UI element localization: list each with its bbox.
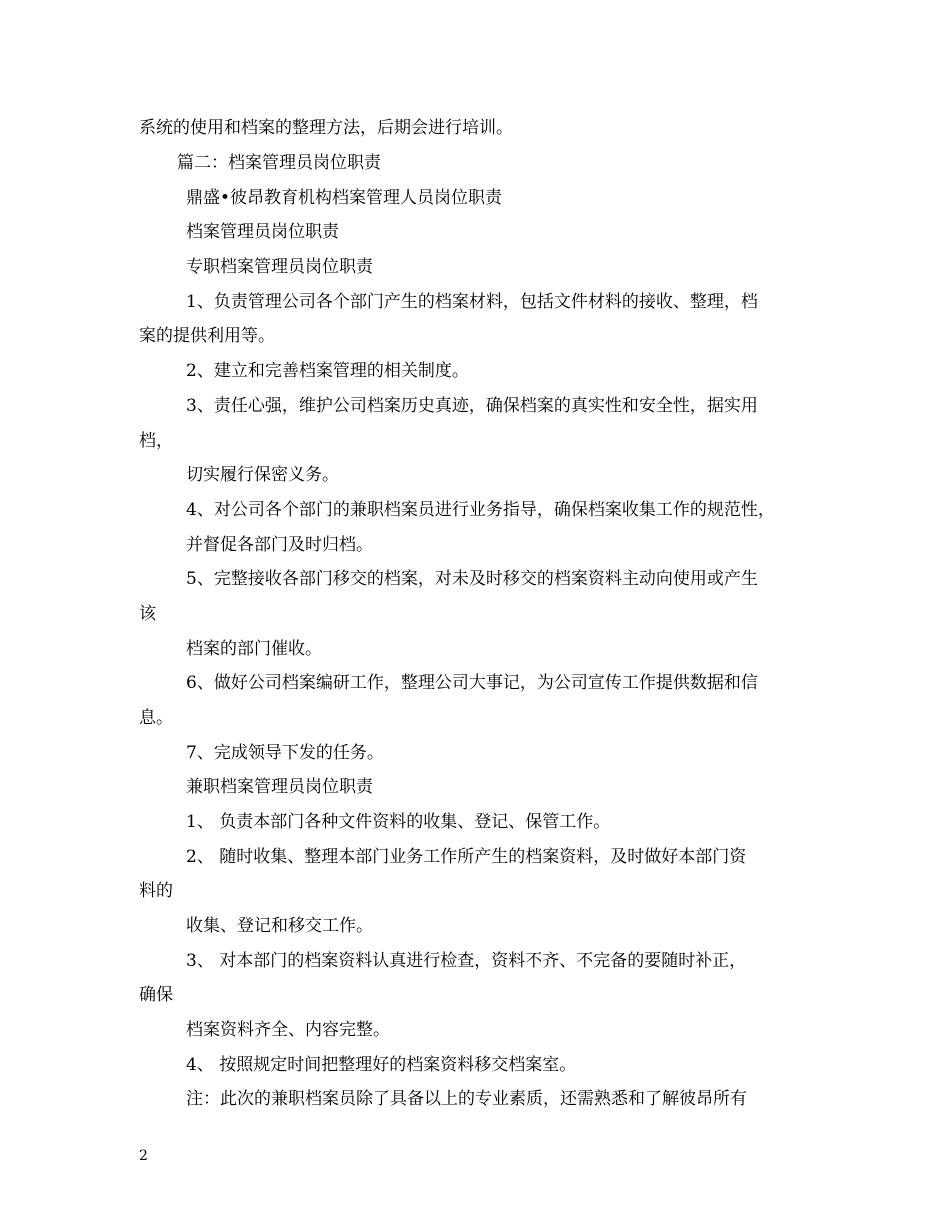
text-line: 2、建立和完善档案管理的相关制度。 — [186, 361, 469, 381]
text-line: 4、对公司各个部门的兼职档案员进行业务指导，确保档案收集工作的规范性， — [186, 500, 775, 520]
text-line: 2、 随时收集、整理本部门业务工作所产生的档案资料，及时做好本部门资 — [186, 847, 747, 867]
section-heading: 篇二：档案管理员岗位职责 — [177, 153, 381, 173]
text-line: 档， — [139, 431, 173, 451]
text-line: 系统的使用和档案的整理方法，后期会进行培训。 — [139, 118, 513, 138]
text-line: 收集、登记和移交工作。 — [186, 916, 373, 936]
text-line: 3、 对本部门的档案资料认真进行检查，资料不齐、不完备的要随时补正， — [186, 951, 747, 971]
text-line: 4、 按照规定时间把整理好的档案资料移交档案室。 — [186, 1055, 577, 1075]
text-line: 6、做好公司档案编研工作，整理公司大事记，为公司宣传工作提供数据和信 — [186, 673, 758, 693]
text-line: 档案资料齐全、内容完整。 — [186, 1020, 390, 1040]
text-line: 息。 — [139, 708, 173, 728]
subheading: 专职档案管理员岗位职责 — [186, 257, 373, 277]
text-line: 确保 — [139, 985, 173, 1005]
text-line: 5、完整接收各部门移交的档案，对未及时移交的档案资料主动向使用或产生 — [186, 569, 758, 589]
text-line: 案的提供利用等。 — [139, 326, 275, 346]
text-line: 1、负责管理公司各个部门产生的档案材料，包括文件材料的接收、整理，档 — [186, 292, 758, 312]
text-line: 切实履行保密义务。 — [186, 465, 339, 485]
text-line: 3、责任心强，维护公司档案历史真迹，确保档案的真实性和安全性，据实用 — [186, 396, 758, 416]
text-line: 档案的部门催收。 — [186, 639, 322, 659]
page-number: 2 — [139, 1148, 148, 1164]
text-line: 1、 负责本部门各种文件资料的收集、登记、保管工作。 — [186, 812, 611, 832]
text-line: 注：此次的兼职档案员除了具备以上的专业素质，还需熟悉和了解彼昂所有 — [186, 1089, 747, 1109]
text-line: 该 — [139, 604, 156, 624]
text-line: 7、完成领导下发的任务。 — [186, 743, 384, 763]
subheading: 兼职档案管理员岗位职责 — [186, 777, 373, 797]
text-line: 并督促各部门及时归档。 — [186, 535, 373, 555]
heading: 档案管理员岗位职责 — [186, 222, 339, 242]
heading: 鼎盛•彼昂教育机构档案管理人员岗位职责 — [186, 188, 503, 208]
text-line: 料的 — [139, 881, 173, 901]
